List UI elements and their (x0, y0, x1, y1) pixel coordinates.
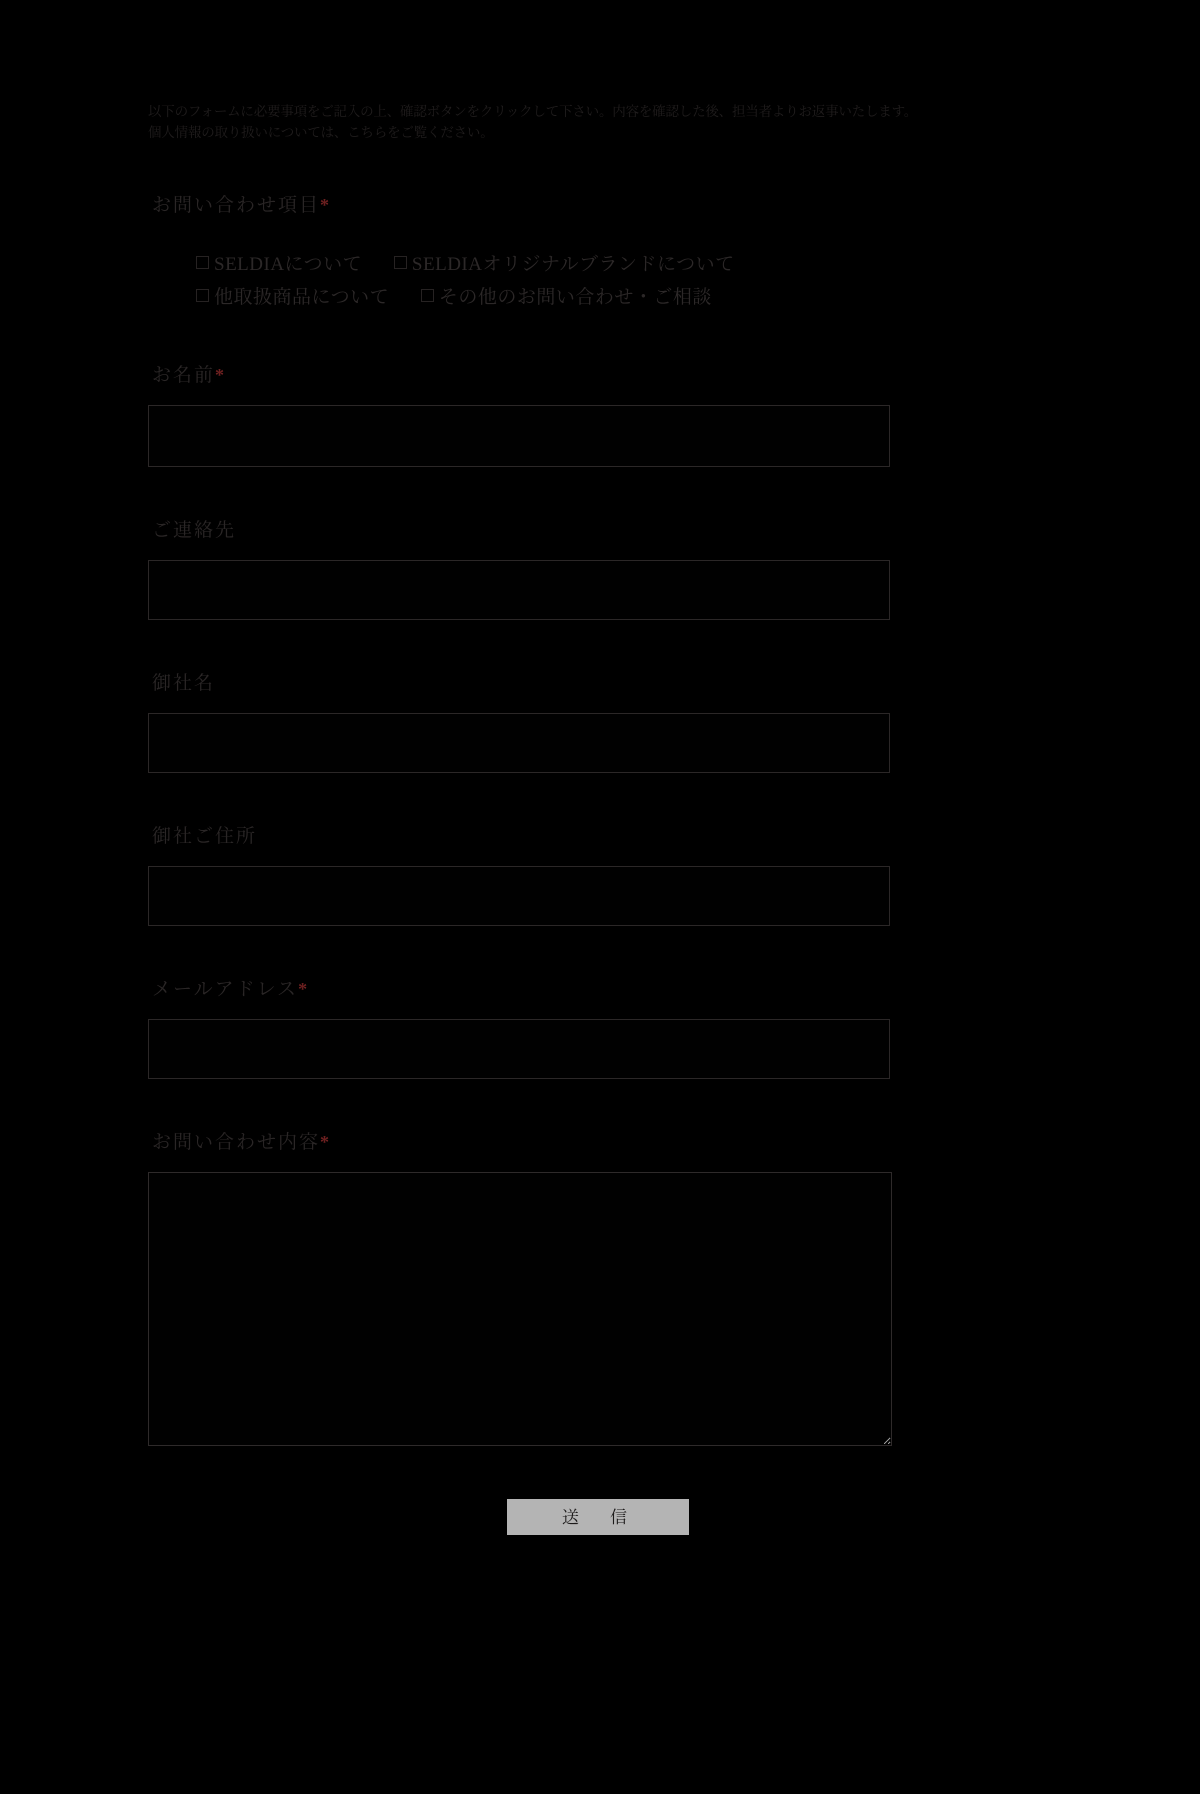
field-company (0, 668, 1200, 773)
checkbox-option-seldia[interactable] (196, 249, 362, 282)
field-address (0, 821, 1200, 926)
label-email-text: メールアドレス (152, 979, 299, 1001)
company-input[interactable] (148, 713, 890, 773)
label-company-text: 御社名 (152, 673, 216, 695)
checkbox-option-other-products[interactable] (196, 282, 389, 315)
checkbox-icon[interactable] (421, 289, 434, 302)
checkbox-option-label: 他取扱商品について (214, 286, 390, 308)
field-contact (0, 515, 1200, 620)
field-email (0, 974, 1200, 1079)
contact-form (0, 190, 1200, 1535)
intro-text (148, 102, 928, 144)
checkbox-option-label: SELDIAオリジナルブランドについて (411, 254, 735, 275)
message-textarea[interactable] (148, 1172, 892, 1446)
checkbox-icon[interactable] (196, 289, 209, 302)
checkbox-option-label: その他のお問い合わせ・ご相談 (438, 286, 712, 308)
field-inquiry-type (0, 190, 1200, 314)
checkbox-icon[interactable] (196, 256, 209, 269)
spacer (0, 926, 1200, 974)
checkbox-option-original-brand[interactable] (394, 249, 735, 282)
field-message (0, 1127, 1200, 1451)
label-address-text: 御社ご住所 (152, 826, 258, 848)
email-input[interactable] (148, 1019, 890, 1079)
spacer (0, 314, 1200, 360)
required-mark-message: * (320, 1132, 330, 1153)
label-name-text: お名前 (152, 365, 216, 387)
label-address (152, 821, 1200, 848)
label-inquiry-type (152, 190, 1200, 217)
checkbox-option-label: SELDIAについて (214, 254, 363, 275)
inquiry-type-options (196, 249, 1200, 314)
label-contact (152, 515, 1200, 542)
intro-line-1: 以下のフォームに必要事項をご記入の上、確認ボタンをクリックして下さい。内容を確認した後、担当者よりお返事いたします。 (148, 104, 918, 119)
field-name (0, 360, 1200, 467)
submit-row (0, 1499, 1200, 1535)
label-name (152, 360, 1200, 387)
spacer (0, 1079, 1200, 1127)
spacer (0, 467, 1200, 515)
address-input[interactable] (148, 866, 890, 926)
required-mark-inquiry-type: * (320, 195, 330, 215)
spacer (0, 773, 1200, 821)
required-mark-name: * (215, 365, 225, 386)
spacer (0, 620, 1200, 668)
checkbox-option-other-inquiry[interactable] (421, 282, 712, 315)
contact-input[interactable] (148, 560, 890, 620)
intro-line-2: 個人情報の取り扱いについては、こちらをご覧ください。 (148, 124, 494, 140)
label-message-text: お問い合わせ内容 (152, 1132, 321, 1154)
checkbox-icon[interactable] (394, 256, 407, 269)
submit-button[interactable]: 送 信 (507, 1499, 689, 1535)
label-email (152, 974, 1200, 1001)
label-message (152, 1127, 1200, 1154)
label-inquiry-type-text: お問い合わせ項目 (152, 195, 321, 216)
required-mark-email: * (298, 979, 308, 1000)
label-contact-text: ご連絡先 (152, 520, 237, 542)
label-company (152, 668, 1200, 695)
name-input[interactable] (148, 405, 890, 467)
